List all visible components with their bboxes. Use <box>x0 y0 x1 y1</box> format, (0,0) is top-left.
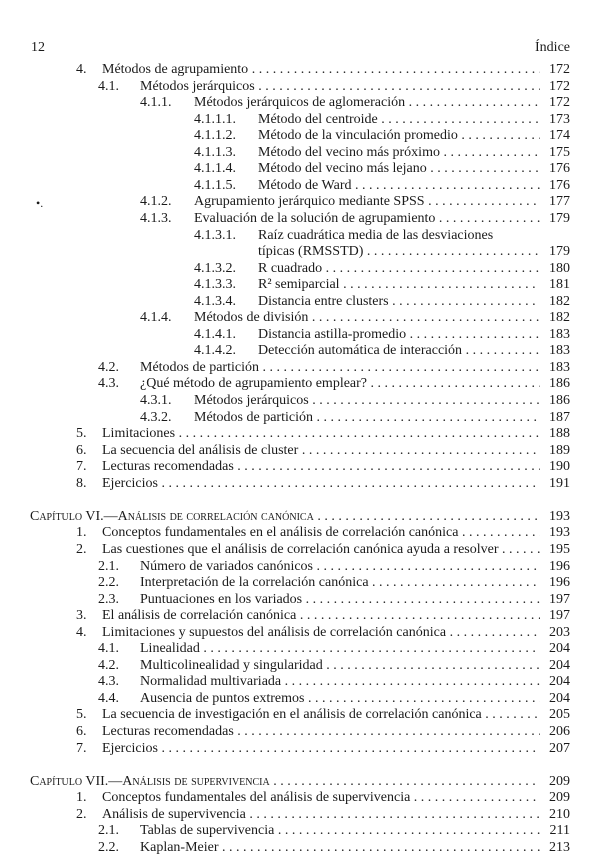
entry-page: 210 <box>549 806 570 822</box>
toc-entry <box>0 807 600 823</box>
entry-number: 4.1.2. <box>140 194 172 210</box>
entry-page: 176 <box>549 161 570 177</box>
entry-page: 187 <box>549 409 570 425</box>
entry-title: Kaplan-Meier . . . <box>140 840 540 856</box>
entry-number: 1. <box>76 790 87 806</box>
entry-number: 2.2. <box>98 575 119 591</box>
entry-number: 4. <box>76 62 87 77</box>
entry-number: 1. <box>76 525 87 541</box>
entry-title: Multicolinealidad y singularidad . . . <box>140 658 540 674</box>
entry-number: 4.3.1. <box>140 393 172 408</box>
entry-page: 213 <box>549 839 570 855</box>
entry-title: Métodos jerárquicos de aglomeración . . . <box>194 95 540 111</box>
entry-page: 188 <box>549 426 570 442</box>
entry-number: 4.3.2. <box>140 409 172 425</box>
entry-title: Métodos jerárquicos . . . <box>194 393 540 409</box>
toc-entry <box>0 691 600 707</box>
chapter-heading <box>0 509 600 525</box>
toc-entry <box>0 658 600 674</box>
entry-number: 4.1.4.1. <box>194 326 236 342</box>
toc-entry <box>0 161 600 177</box>
entry-title: Distancia entre clusters . . . <box>258 294 540 310</box>
entry-page: 196 <box>549 575 570 591</box>
entry-number: 7. <box>76 459 87 475</box>
entry-title: Ejercicios . . . <box>102 476 540 492</box>
entry-number: 3. <box>76 608 87 624</box>
entry-page: 172 <box>549 95 570 111</box>
entry-page: 196 <box>549 558 570 574</box>
entry-page: 175 <box>549 144 570 160</box>
entry-title: Conceptos fundamentales del análisis de supervivencia . . . <box>102 790 540 806</box>
entry-title: Lecturas recomendadas . . . <box>102 459 540 475</box>
toc-entry <box>0 741 600 757</box>
entry-title: Raíz cuadrática media de las desviaciones <box>258 227 494 243</box>
entry-number: 4.1.3.3. <box>194 277 236 293</box>
entry-page: 177 <box>549 194 570 210</box>
toc-entry <box>0 376 600 392</box>
entry-title: Puntuaciones en los variados . . . <box>140 592 540 608</box>
entry-title: típicas (RMSSTD) . . . <box>258 244 540 260</box>
entry-title: Capítulo VII.—Análisis de supervivencia . . . <box>30 774 540 790</box>
toc-entry <box>0 542 600 558</box>
entry-page: 190 <box>549 459 570 475</box>
entry-title: Método del vecino más próximo . . . <box>258 145 540 161</box>
entry-title: Linealidad . . . <box>140 641 540 657</box>
entry-page: 180 <box>549 260 570 276</box>
toc-entry <box>0 443 600 459</box>
entry-number: 4.1.1. <box>140 95 172 111</box>
toc-entry <box>0 194 600 210</box>
toc-entry <box>0 559 600 575</box>
toc-entry <box>0 592 600 608</box>
toc-entry <box>0 343 600 359</box>
entry-title: Agrupamiento jerárquico mediante SPSS . . . <box>194 194 540 210</box>
toc-entry <box>0 823 600 839</box>
entry-page: 204 <box>549 657 570 673</box>
entry-title: Lecturas recomendadas . . . <box>102 724 540 740</box>
entry-number: 2. <box>76 541 87 557</box>
entry-page: 172 <box>549 78 570 94</box>
entry-number: 4.1.3.2. <box>194 260 236 276</box>
entry-title: Análisis de supervivencia . . . <box>102 807 540 823</box>
entry-title: Detección automática de interacción . . . <box>258 343 540 359</box>
toc-entry <box>0 62 600 78</box>
toc-entry <box>0 724 600 740</box>
entry-title: Evaluación de la solución de agrupamiento . . . <box>194 211 540 227</box>
entry-title: Métodos jerárquicos . . . <box>140 79 540 95</box>
entry-page: 197 <box>549 591 570 607</box>
entry-number: 4.1.1.4. <box>194 161 236 177</box>
entry-number: 4.1.4.2. <box>194 343 236 359</box>
entry-page: 186 <box>549 376 570 392</box>
entry-page: 189 <box>549 442 570 458</box>
entry-number: 8. <box>76 475 87 491</box>
entry-page: 176 <box>549 177 570 193</box>
spacer <box>0 492 600 508</box>
entry-page: 183 <box>549 343 570 359</box>
toc-entry <box>0 95 600 111</box>
entry-number: 4.1. <box>98 641 119 657</box>
toc-entry <box>0 426 600 442</box>
toc-entry <box>0 211 600 227</box>
entry-title: Ejercicios . . . <box>102 741 540 757</box>
entry-title: Ausencia de puntos extremos . . . <box>140 691 540 707</box>
entry-number: 6. <box>76 442 87 458</box>
entry-page: 203 <box>549 624 570 640</box>
entry-title: La secuencia de investigación en el análisis de correlación canónica . . . <box>102 707 540 723</box>
toc-entry <box>0 178 600 194</box>
entry-title: Limitaciones y supuestos del análisis de correlación canónica . . . <box>102 625 540 641</box>
entry-title: Métodos de división . . . <box>194 310 540 326</box>
entry-number: 4.1.1.2. <box>194 128 236 144</box>
entry-title: Distancia astilla-promedio . . . <box>258 327 540 343</box>
entry-number: 2.1. <box>98 558 119 574</box>
entry-number: 2. <box>76 806 87 822</box>
entry-page: 179 <box>549 210 570 226</box>
entry-title: R cuadrado . . . <box>258 261 540 277</box>
entry-page: 197 <box>549 608 570 624</box>
entry-title: Método de Ward . . . <box>258 178 540 194</box>
entry-number: 6. <box>76 724 87 739</box>
toc-entry <box>0 459 600 475</box>
entry-page: 204 <box>549 674 570 690</box>
toc-entry <box>0 840 600 856</box>
entry-number: 4.3. <box>98 376 119 392</box>
page-number: 12 <box>31 40 45 55</box>
entry-page: 191 <box>549 475 570 491</box>
entry-page: 183 <box>549 326 570 342</box>
chapter-heading <box>0 774 600 790</box>
entry-number: 4.4. <box>98 690 119 706</box>
entry-page: 174 <box>549 128 570 144</box>
entry-number: 4.3. <box>98 674 119 690</box>
entry-number: 7. <box>76 740 87 756</box>
entry-title: Métodos de partición . . . <box>140 360 540 376</box>
entry-page: 179 <box>549 244 570 260</box>
toc-entry <box>0 112 600 128</box>
entry-title: Método del centroide . . . <box>258 112 540 128</box>
entry-number: 2.1. <box>98 823 119 839</box>
toc-entry <box>0 790 600 806</box>
toc-entry <box>0 410 600 426</box>
toc-entry <box>0 128 600 144</box>
toc-entry <box>0 641 600 657</box>
entry-number: 2.2. <box>98 839 119 855</box>
entry-number: 4.1.3. <box>140 210 172 226</box>
entry-title: R² semiparcial . . . <box>258 277 540 293</box>
entry-title: Conceptos fundamentales en el análisis de correlación canónica . . . <box>102 525 540 541</box>
toc-entry <box>0 575 600 591</box>
toc-entry <box>0 79 600 95</box>
entry-title: El análisis de correlación canónica . . . <box>102 608 540 624</box>
entry-page: 195 <box>549 541 570 557</box>
toc-entry <box>0 261 600 277</box>
toc-entry <box>0 608 600 624</box>
entry-page: 209 <box>549 773 570 789</box>
toc-entry <box>0 476 600 492</box>
entry-title: Método de la vinculación promedio . . . <box>258 128 540 144</box>
entry-number: 2.3. <box>98 591 119 607</box>
entry-page: 211 <box>549 823 570 839</box>
entry-number: 4.1.1.5. <box>194 177 236 193</box>
entry-title: La secuencia del análisis de cluster . . . <box>102 443 540 459</box>
entry-number: 4.1.3.4. <box>194 293 236 309</box>
entry-number: 5. <box>76 707 87 723</box>
entry-page: 209 <box>549 790 570 806</box>
entry-page: 204 <box>549 690 570 706</box>
spacer <box>0 757 600 773</box>
entry-page: 182 <box>549 293 570 309</box>
entry-page: 173 <box>549 111 570 127</box>
entry-number: 4.1.1.3. <box>194 144 236 160</box>
toc-entry <box>0 327 600 343</box>
entry-number: 4.2. <box>98 657 119 673</box>
entry-title: Métodos de partición . . . <box>194 410 540 426</box>
entry-number: 4.1.3.1. <box>194 227 236 243</box>
entry-page: 193 <box>549 525 570 541</box>
entry-number: 4.1.1.1. <box>194 111 236 127</box>
toc-entry <box>0 145 600 161</box>
running-head: Índice <box>535 40 570 55</box>
entry-title: Normalidad multivariada . . . <box>140 674 540 690</box>
entry-title: Tablas de supervivencia . . . <box>140 823 540 839</box>
entry-page: 182 <box>549 310 570 326</box>
entry-title: Número de variados canónicos . . . <box>140 559 540 575</box>
entry-number: 4. <box>76 624 87 640</box>
entry-title: Interpretación de la correlación canónica . . . <box>140 575 540 591</box>
toc-entry <box>0 393 600 409</box>
entry-page: 193 <box>549 508 570 524</box>
entry-page: 204 <box>549 641 570 657</box>
entry-page: 207 <box>549 740 570 756</box>
toc-entry <box>0 294 600 310</box>
entry-number: 4.2. <box>98 359 119 375</box>
toc-entry <box>0 525 600 541</box>
entry-page: 183 <box>549 359 570 375</box>
stray-mark: •. <box>36 196 44 210</box>
entry-page: 205 <box>549 707 570 723</box>
entry-title: Métodos de agrupamiento . . . <box>102 62 540 78</box>
toc-entry <box>0 674 600 690</box>
toc-entry <box>0 625 600 641</box>
toc-entry <box>0 360 600 376</box>
toc-entry <box>0 310 600 326</box>
entry-number: 4.1.4. <box>140 310 172 326</box>
entry-page: 206 <box>549 724 570 739</box>
entry-title: Las cuestiones que el análisis de correlación canónica ayuda a resolver . . . <box>102 542 540 558</box>
entry-page: 186 <box>549 393 570 408</box>
entry-number: 4.1. <box>98 78 119 94</box>
entry-title: Limitaciones . . . <box>102 426 540 442</box>
entry-page: 181 <box>549 277 570 293</box>
entry-title: Capítulo VI.—Análisis de correlación canónica . . . <box>30 509 540 525</box>
toc-entry <box>0 277 600 293</box>
entry-title: Método del vecino más lejano . . . <box>258 161 540 177</box>
entry-title: ¿Qué método de agrupamiento emplear? . . . <box>140 376 540 392</box>
toc-entry <box>0 228 600 244</box>
toc-entry <box>0 707 600 723</box>
entry-page: 172 <box>549 62 570 77</box>
toc-entry <box>0 244 600 260</box>
entry-number: 5. <box>76 426 87 442</box>
